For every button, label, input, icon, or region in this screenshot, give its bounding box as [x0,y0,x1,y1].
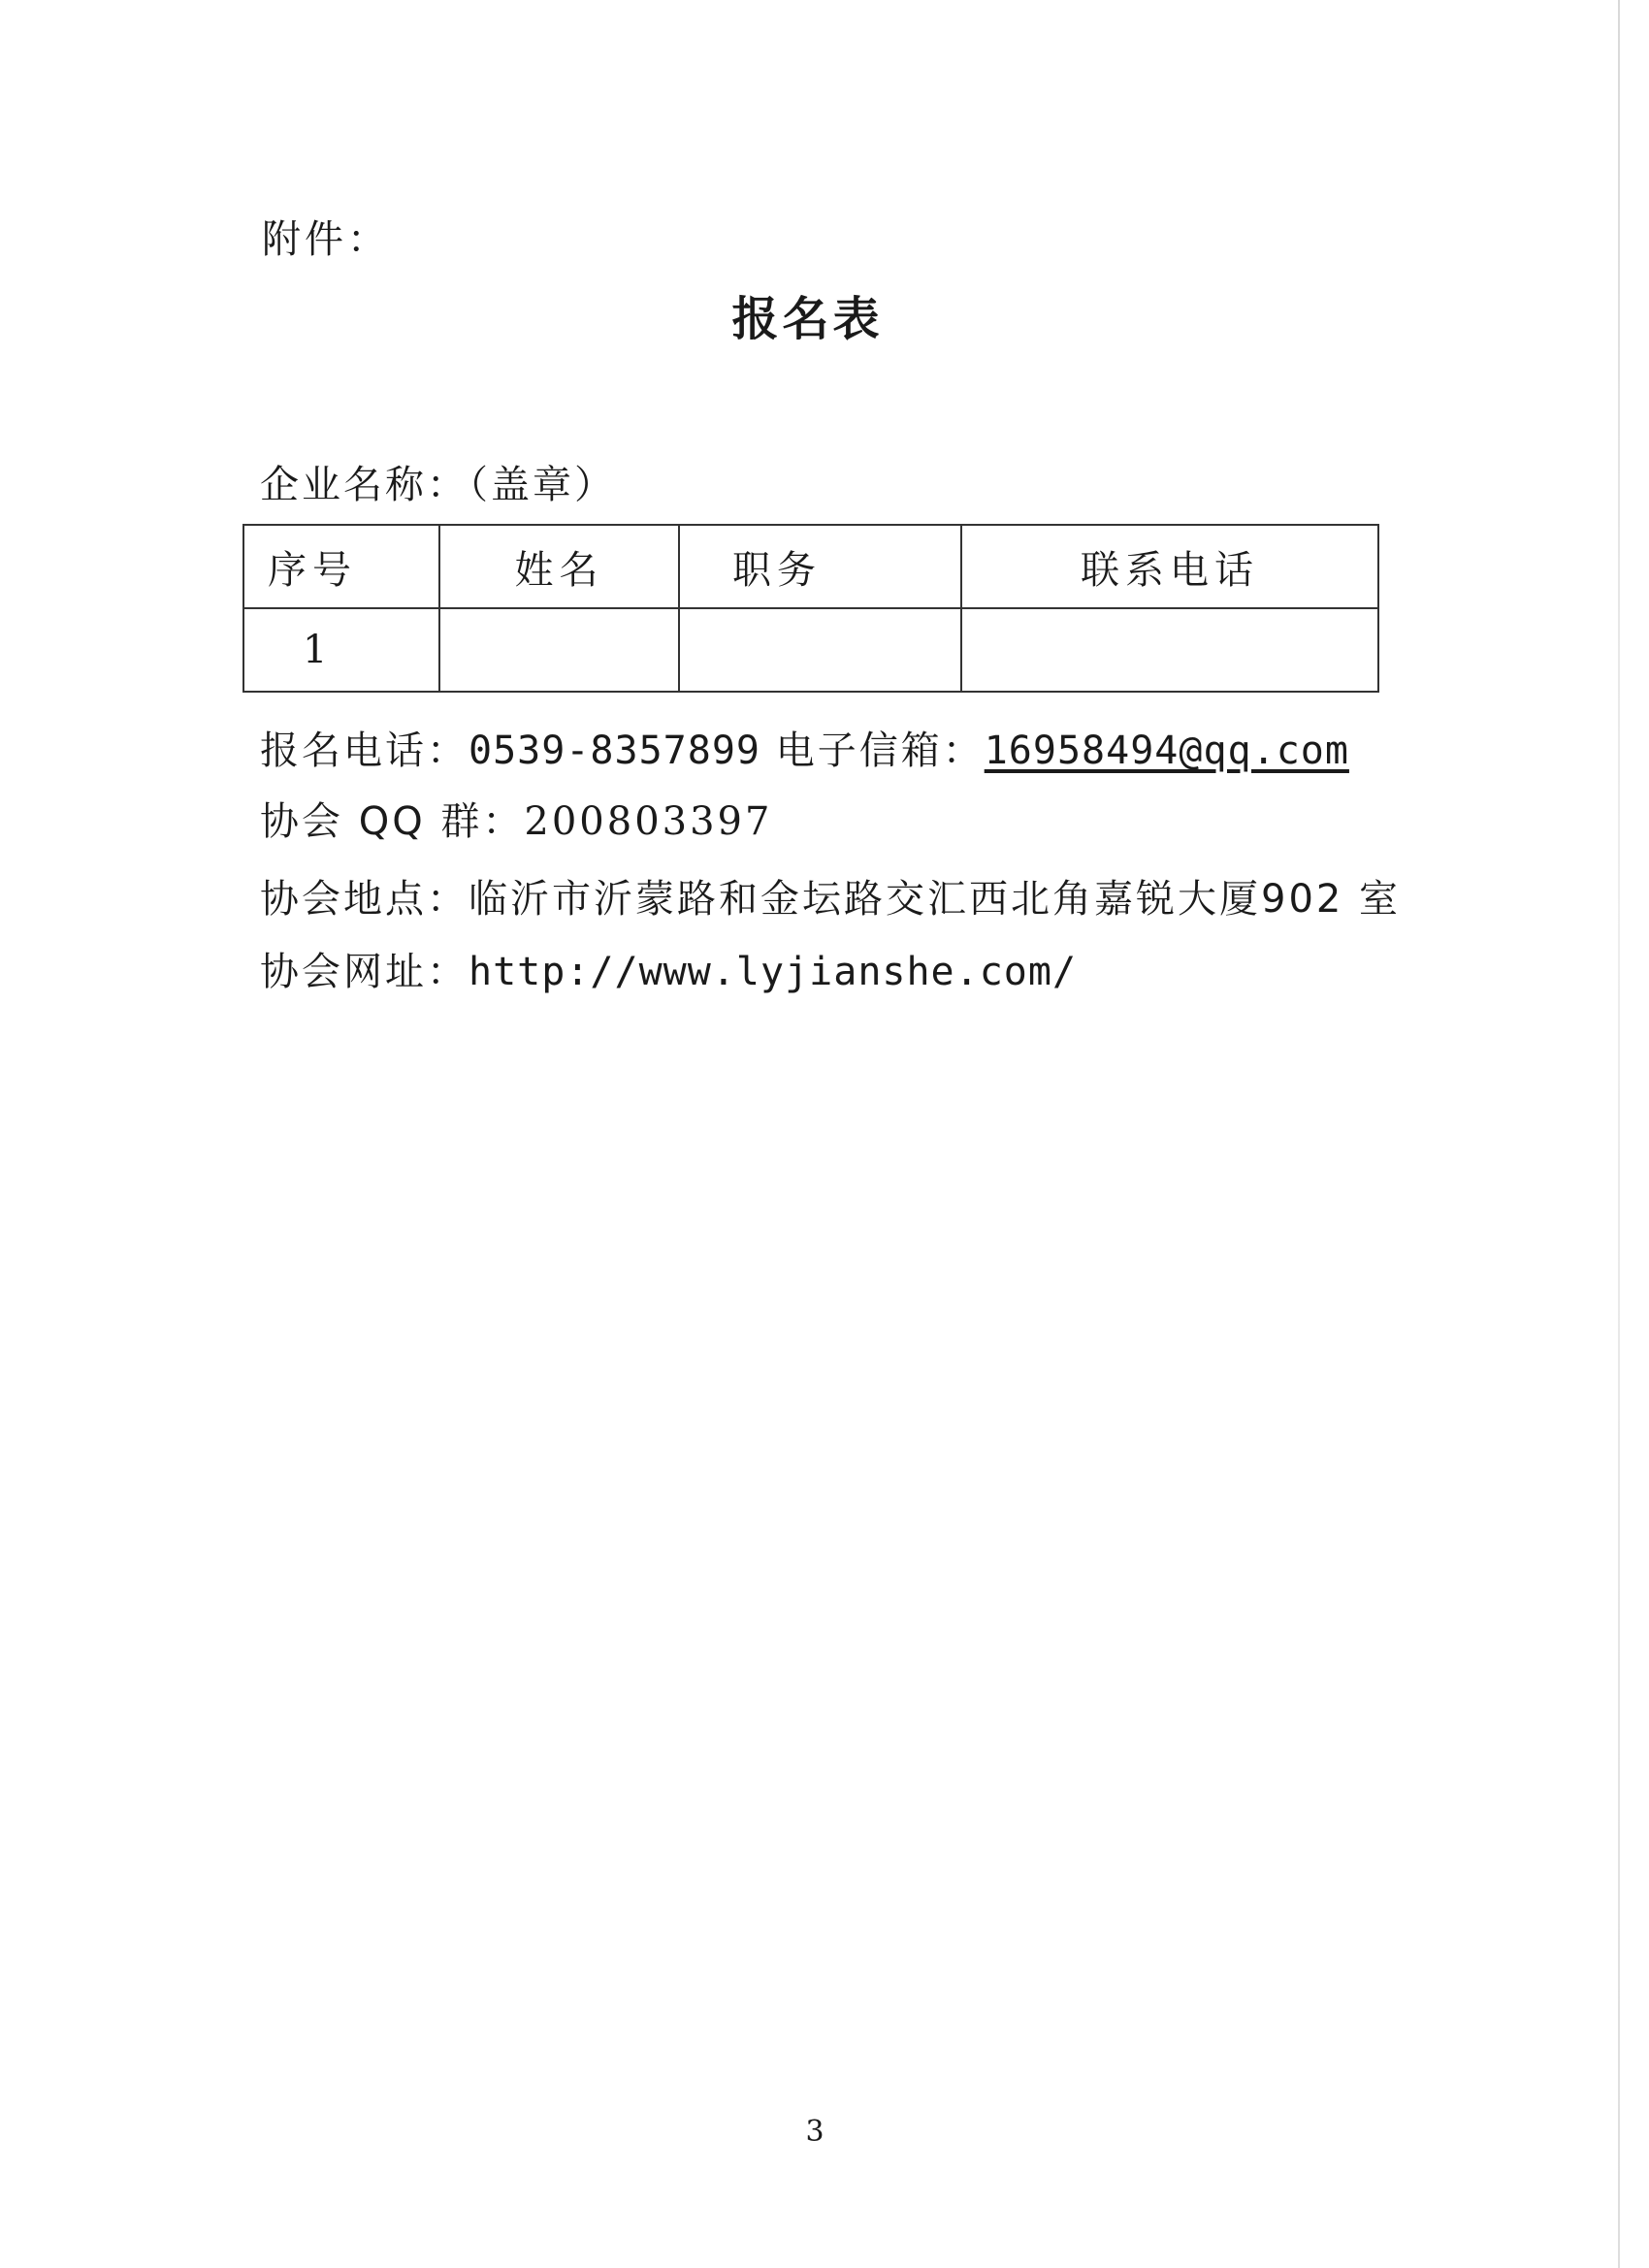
attachment-label: 附件： [262,217,390,262]
address-label: 协会地点： [260,877,469,922]
column-header-phone: 联系电话 [961,525,1378,608]
qq-group-line [260,791,772,846]
qq-value: 200803397 [524,799,773,844]
phone-label: 报名电话： [260,729,469,773]
form-title: 报名表 [731,292,884,346]
address-value: 临沂市沂蒙路和金坛路交汇西北角嘉锐大厦902 室 [469,877,1402,922]
signup-contact-line [260,720,1349,775]
website-value[interactable]: http://www.lyjianshe.com/ [469,950,1078,994]
table-header-row [243,525,1378,608]
email-link[interactable]: 16958494@qq.com [984,729,1349,773]
company-name-line: 企业名称：（盖章） [260,463,616,507]
phone-value: 0539-8357899 [469,729,760,773]
website-label: 协会网址： [260,950,469,994]
cell-serial: 1 [243,608,439,692]
cell-name [439,608,679,692]
page-number: 3 [805,2115,824,2149]
column-header-position: 职务 [679,525,961,608]
column-header-name: 姓名 [439,525,679,608]
website-line [260,941,1077,996]
qq-label: 协会 QQ 群： [260,799,525,844]
signup-table [242,524,1379,693]
cell-phone [961,608,1378,692]
cell-position [679,608,961,692]
email-label: 电子信箱： [775,729,985,773]
table-row [243,608,1378,692]
scan-edge-line [1618,0,1620,2268]
address-line [260,868,1401,923]
column-header-serial: 序号 [243,525,439,608]
